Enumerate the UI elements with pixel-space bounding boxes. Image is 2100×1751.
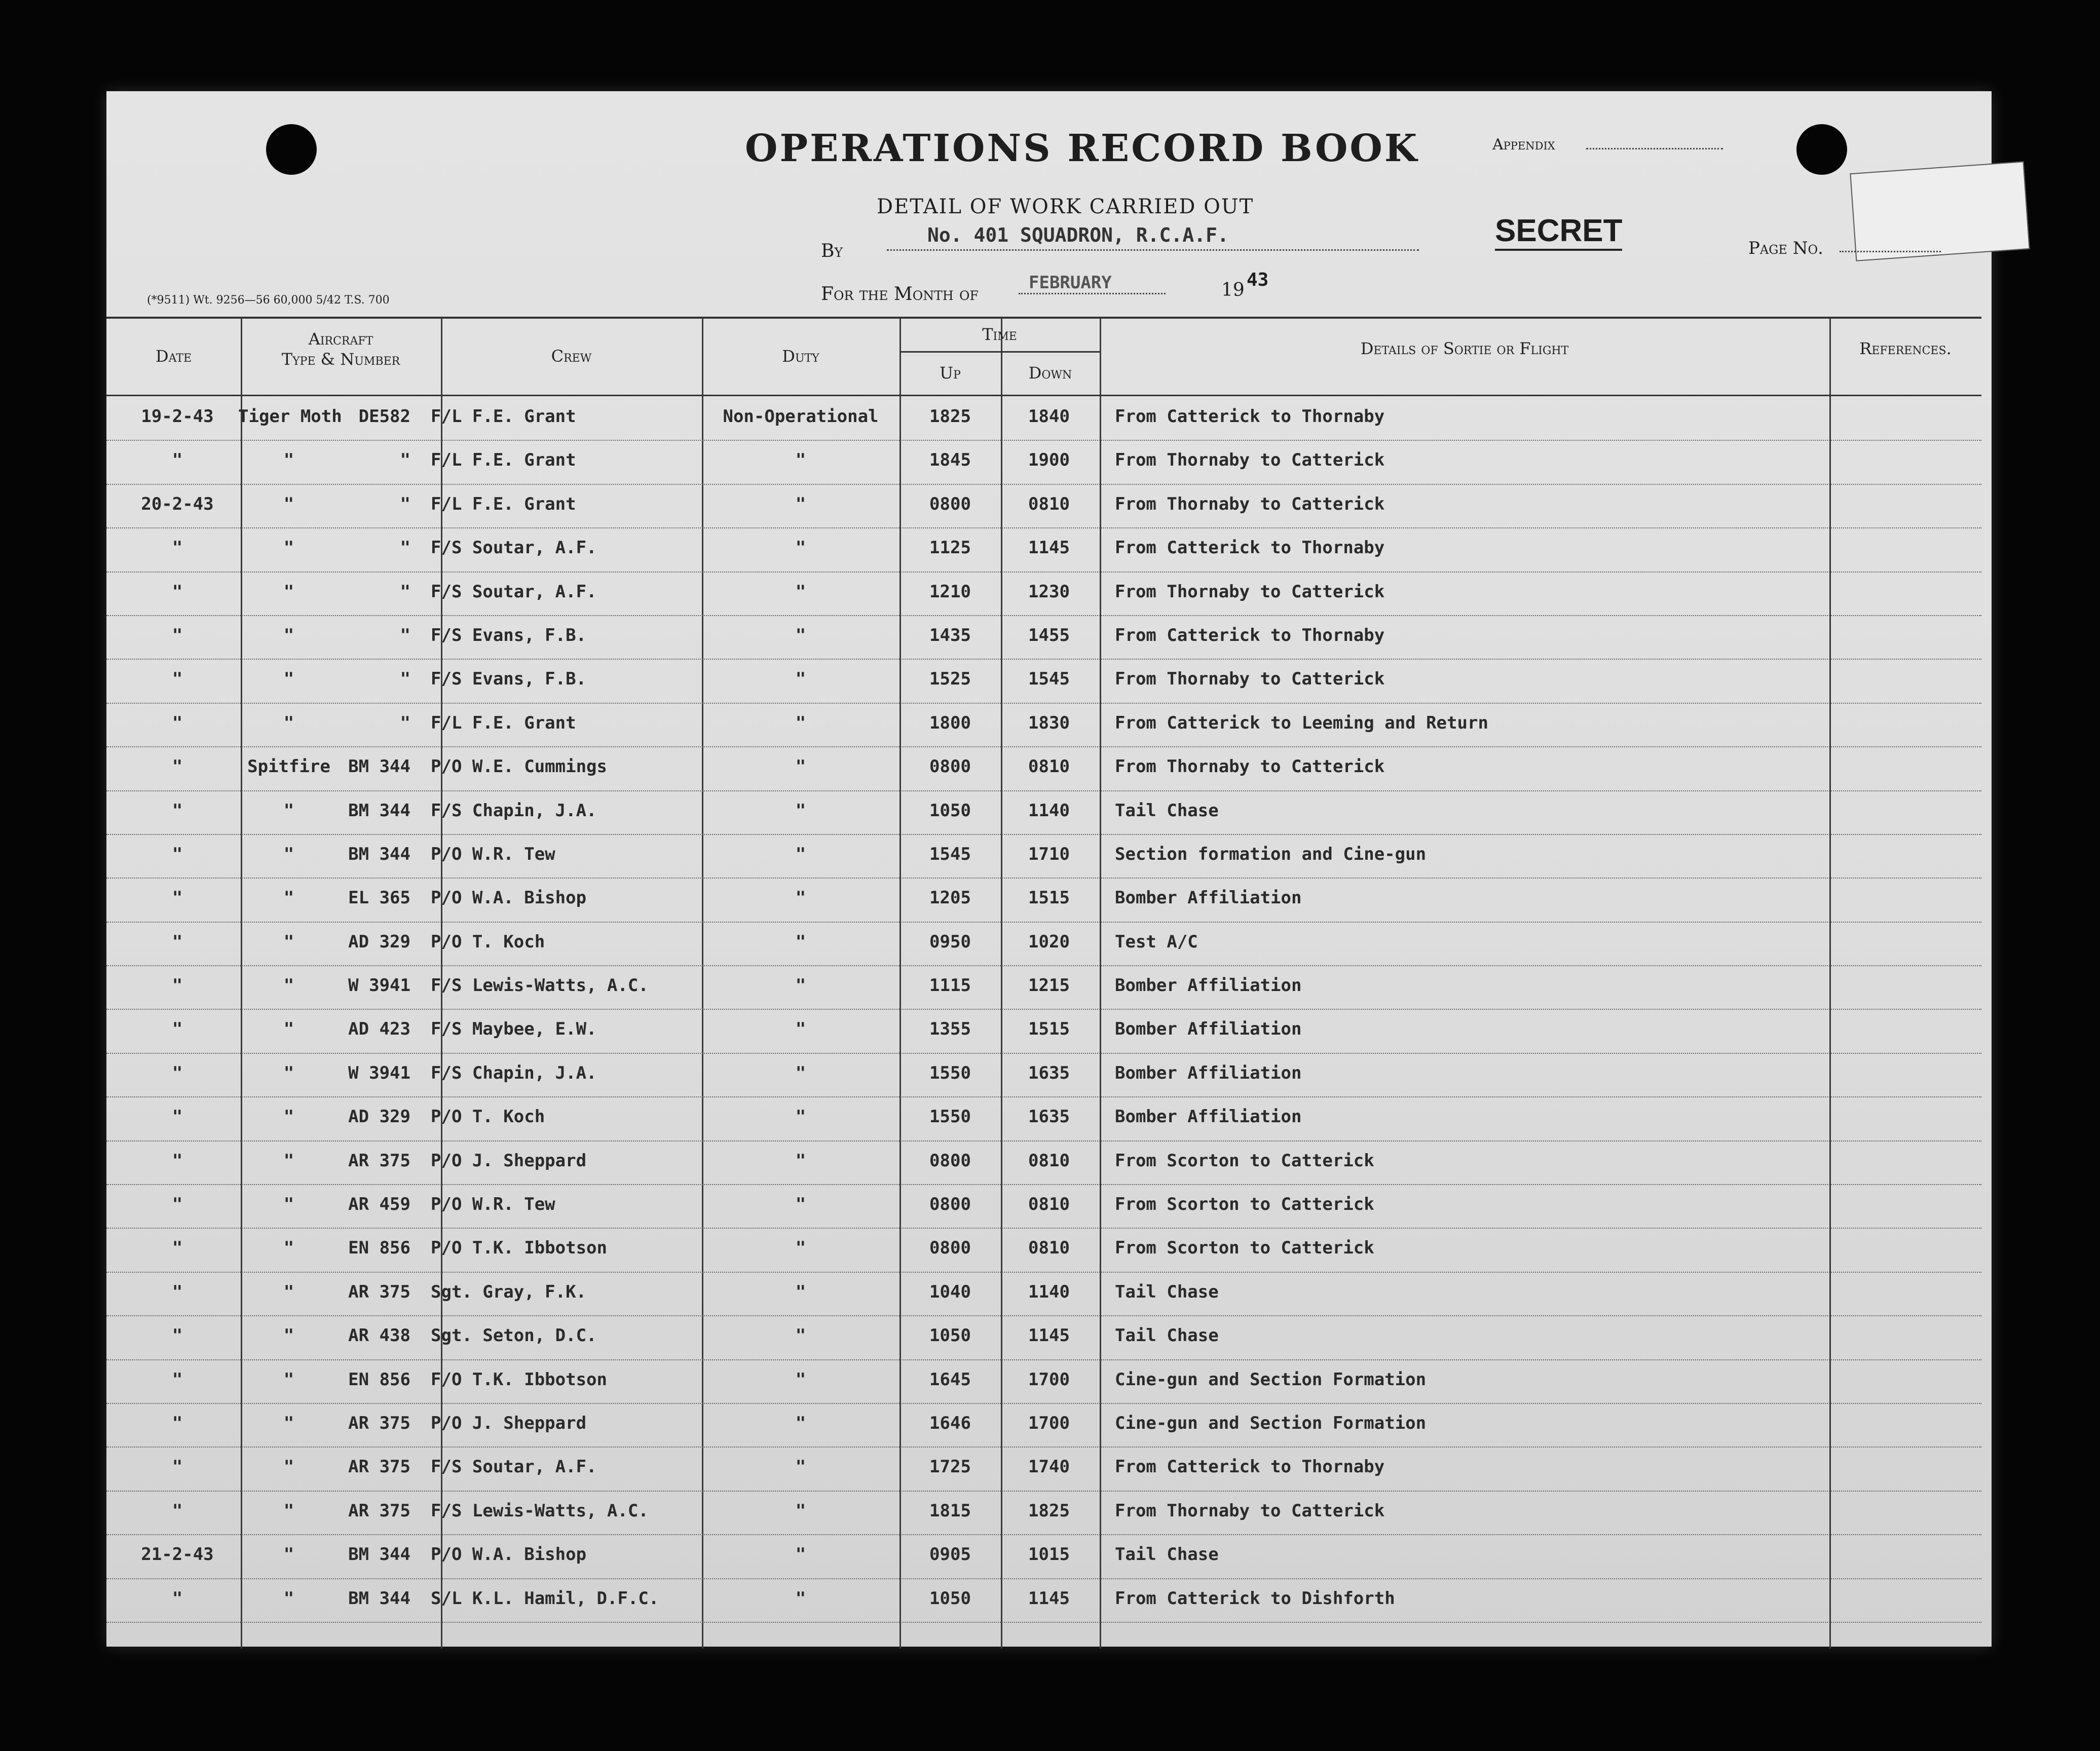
time-down: 1830 xyxy=(1028,712,1070,733)
duty: " xyxy=(795,538,806,558)
crew-name: P/O W.R. Tew xyxy=(431,844,555,864)
duty: " xyxy=(795,931,806,952)
sortie-detail: From Thornaby to Catterick xyxy=(1115,756,1385,777)
time-up: 1115 xyxy=(929,975,971,996)
aircraft-number: AR 438 xyxy=(348,1325,410,1346)
time-down: 0810 xyxy=(1028,493,1070,514)
entry-date: " xyxy=(172,1325,183,1346)
time-up: 1550 xyxy=(929,1107,971,1127)
entry-date: " xyxy=(172,1150,183,1171)
sortie-detail: From Thornaby to Catterick xyxy=(1115,581,1385,602)
duty: " xyxy=(795,1544,806,1565)
time-up: 1646 xyxy=(929,1413,971,1433)
time-down: 1545 xyxy=(1028,669,1070,690)
aircraft-type: " xyxy=(283,1413,294,1433)
time-down: 1140 xyxy=(1028,800,1070,821)
crew-name: Sgt. Seton, D.C. xyxy=(431,1325,597,1346)
duty: " xyxy=(795,450,806,471)
time-down: 0810 xyxy=(1028,1238,1070,1259)
entry-date: " xyxy=(172,712,183,733)
time-up: 1825 xyxy=(929,406,971,427)
aircraft-number: DE582 xyxy=(358,406,410,427)
aircraft-type: " xyxy=(283,1238,294,1259)
crew-name: S/L K.L. Hamil, D.F.C. xyxy=(431,1588,659,1609)
sortie-detail: Section formation and Cine-gun xyxy=(1115,844,1427,864)
table-row xyxy=(106,1185,1981,1229)
col-details: Details of Sortie or Flight xyxy=(1360,339,1569,358)
table-row xyxy=(106,1054,1981,1097)
aircraft-type: " xyxy=(283,1544,294,1565)
crew-name: F/L F.E. Grant xyxy=(431,450,576,471)
aircraft-number: EN 856 xyxy=(348,1369,410,1390)
duty: " xyxy=(795,1500,806,1521)
time-down: 1515 xyxy=(1028,1019,1070,1040)
time-up: 1205 xyxy=(929,888,971,908)
crew-name: F/S Soutar, A.F. xyxy=(431,1457,597,1477)
aircraft-number: " xyxy=(400,669,410,690)
aircraft-number: BM 344 xyxy=(348,1588,410,1609)
aircraft-type: " xyxy=(283,975,294,996)
aircraft-type: " xyxy=(283,538,294,558)
duty: " xyxy=(795,1369,806,1390)
aircraft-type: " xyxy=(283,800,294,821)
duty: " xyxy=(795,1457,806,1477)
sortie-detail: From Thornaby to Catterick xyxy=(1115,1500,1385,1521)
year-suffix: 43 xyxy=(1247,270,1269,290)
table-row xyxy=(106,1448,1981,1491)
time-down: 1900 xyxy=(1028,450,1070,471)
aircraft-type: " xyxy=(283,1281,294,1302)
entry-date: " xyxy=(172,625,183,645)
table-row xyxy=(106,1273,1981,1316)
duty: " xyxy=(795,712,806,733)
sortie-detail: From Thornaby to Catterick xyxy=(1115,493,1385,514)
time-down: 0810 xyxy=(1028,1194,1070,1215)
sortie-detail: Bomber Affiliation xyxy=(1115,1107,1302,1127)
crew-name: P/O W.R. Tew xyxy=(431,1194,555,1215)
time-up: 1355 xyxy=(929,1019,971,1040)
time-down: 1700 xyxy=(1028,1369,1070,1390)
aircraft-type: " xyxy=(283,669,294,690)
crew-name: F/L F.E. Grant xyxy=(431,406,576,427)
crew-name: F/O T.K. Ibbotson xyxy=(431,1369,607,1390)
entry-date: " xyxy=(172,800,183,821)
crew-name: F/S Evans, F.B. xyxy=(431,625,587,645)
sortie-detail: From Catterick to Dishforth xyxy=(1115,1588,1395,1609)
by-label: By xyxy=(821,241,843,261)
table-row xyxy=(106,747,1981,791)
sortie-detail: Bomber Affiliation xyxy=(1115,888,1302,908)
duty: " xyxy=(795,493,806,514)
entry-date: " xyxy=(172,931,183,952)
sortie-detail: From Catterick to Thornaby xyxy=(1115,625,1385,645)
crew-name: F/L F.E. Grant xyxy=(431,493,576,514)
time-down: 1455 xyxy=(1028,625,1070,645)
time-down: 1015 xyxy=(1028,1544,1070,1565)
table-row xyxy=(106,835,1981,879)
time-up: 1050 xyxy=(929,1588,971,1609)
aircraft-number: AR 459 xyxy=(348,1194,410,1215)
page-number-field xyxy=(1840,251,1941,252)
aircraft-type: " xyxy=(283,1107,294,1127)
table-row xyxy=(106,1404,1981,1448)
time-up: 1545 xyxy=(929,844,971,864)
aircraft-number: AR 375 xyxy=(348,1500,410,1521)
duty: " xyxy=(795,756,806,777)
duty: " xyxy=(795,975,806,996)
table-row xyxy=(106,1492,1981,1535)
time-up: 1800 xyxy=(929,712,971,733)
crew-name: F/S Soutar, A.F. xyxy=(431,538,597,558)
crew-name: P/O T. Koch xyxy=(431,1107,545,1127)
time-down: 1140 xyxy=(1028,1281,1070,1302)
time-up: 1815 xyxy=(929,1500,971,1521)
aircraft-number: W 3941 xyxy=(348,975,410,996)
time-down: 1215 xyxy=(1028,975,1070,996)
record-rows xyxy=(106,397,1981,1623)
aircraft-number: " xyxy=(400,493,410,514)
sortie-detail: From Scorton to Catterick xyxy=(1115,1238,1374,1259)
entry-date: " xyxy=(172,1019,183,1040)
sortie-detail: From Scorton to Catterick xyxy=(1115,1150,1374,1171)
time-up: 0800 xyxy=(929,756,971,777)
duty: " xyxy=(795,1062,806,1083)
aircraft-type: " xyxy=(283,888,294,908)
time-down: 1700 xyxy=(1028,1413,1070,1433)
time-down: 1635 xyxy=(1028,1107,1070,1127)
time-up: 1645 xyxy=(929,1369,971,1390)
month-value: FEBRUARY xyxy=(1019,273,1166,294)
aircraft-type: " xyxy=(283,581,294,602)
duty: " xyxy=(795,1107,806,1127)
entry-date: " xyxy=(172,538,183,558)
aircraft-number: AR 375 xyxy=(348,1281,410,1302)
entry-date: " xyxy=(172,756,183,777)
entry-date: " xyxy=(172,844,183,864)
entry-date: " xyxy=(172,888,183,908)
aircraft-type: " xyxy=(283,450,294,471)
duty: " xyxy=(795,1281,806,1302)
entry-date: 20-2-43 xyxy=(141,493,214,514)
entry-date: " xyxy=(172,669,183,690)
table-row xyxy=(106,966,1981,1010)
col-aircraft: Aircraft Type & Number xyxy=(281,329,400,369)
aircraft-number: AD 329 xyxy=(348,1107,410,1127)
entry-date: " xyxy=(172,450,183,471)
crew-name: F/S Evans, F.B. xyxy=(431,669,587,690)
crew-name: P/O W.A. Bishop xyxy=(431,888,587,908)
entry-date: " xyxy=(172,581,183,602)
entry-date: " xyxy=(172,1281,183,1302)
col-up: Up xyxy=(940,363,961,383)
page-title: OPERATIONS RECORD BOOK xyxy=(745,127,1419,170)
sortie-detail: From Thornaby to Catterick xyxy=(1115,669,1385,690)
time-up: 1845 xyxy=(929,450,971,471)
aircraft-type: " xyxy=(283,1500,294,1521)
entry-date: " xyxy=(172,1500,183,1521)
sortie-detail: From Catterick to Thornaby xyxy=(1115,406,1385,427)
time-up: 1050 xyxy=(929,1325,971,1346)
table-row xyxy=(106,923,1981,966)
table-row xyxy=(106,1316,1981,1360)
time-up: 1725 xyxy=(929,1457,971,1477)
aircraft-number: " xyxy=(400,450,410,471)
time-down: 1825 xyxy=(1028,1500,1070,1521)
time-up: 1125 xyxy=(929,538,971,558)
duty: " xyxy=(795,1019,806,1040)
sortie-detail: Cine-gun and Section Formation xyxy=(1115,1369,1427,1390)
time-up: 1525 xyxy=(929,669,971,690)
page-number-label: Page No. xyxy=(1748,238,1823,258)
entry-date: 21-2-43 xyxy=(141,1544,214,1565)
record-sheet xyxy=(106,91,1992,1647)
unit-name: No. 401 SQUADRON, R.C.A.F. xyxy=(887,224,1419,251)
crew-name: F/S Chapin, J.A. xyxy=(431,1062,597,1083)
sortie-detail: Tail Chase xyxy=(1115,1281,1219,1302)
duty: " xyxy=(795,1588,806,1609)
entry-date: " xyxy=(172,1107,183,1127)
aircraft-type: " xyxy=(283,1457,294,1477)
aircraft-number: AD 329 xyxy=(348,931,410,952)
crew-name: F/S Chapin, J.A. xyxy=(431,800,597,821)
time-up: 1050 xyxy=(929,800,971,821)
crew-name: P/O W.A. Bishop xyxy=(431,1544,587,1565)
time-down: 1710 xyxy=(1028,844,1070,864)
sortie-detail: From Catterick to Leeming and Return xyxy=(1115,712,1488,733)
time-down: 1515 xyxy=(1028,888,1070,908)
duty: " xyxy=(795,888,806,908)
sortie-detail: Test A/C xyxy=(1115,931,1198,952)
table-row xyxy=(106,1141,1981,1185)
aircraft-type: " xyxy=(283,1194,294,1215)
table-row xyxy=(106,1360,1981,1404)
aircraft-number: " xyxy=(400,581,410,602)
sortie-detail: From Scorton to Catterick xyxy=(1115,1194,1374,1215)
time-down: 1145 xyxy=(1028,1588,1070,1609)
table-row xyxy=(106,660,1981,703)
aircraft-number: W 3941 xyxy=(348,1062,410,1083)
duty: Non-Operational xyxy=(723,406,879,427)
crew-name: F/S Lewis-Watts, A.C. xyxy=(431,1500,649,1521)
punch-hole xyxy=(266,124,317,175)
sortie-detail: Tail Chase xyxy=(1115,800,1219,821)
crew-name: F/S Lewis-Watts, A.C. xyxy=(431,975,649,996)
entry-date: " xyxy=(172,1369,183,1390)
duty: " xyxy=(795,1413,806,1433)
entry-date: " xyxy=(172,1238,183,1259)
crew-name: Sgt. Gray, F.K. xyxy=(431,1281,587,1302)
time-down: 1740 xyxy=(1028,1457,1070,1477)
time-down: 0810 xyxy=(1028,1150,1070,1171)
time-down: 1145 xyxy=(1028,538,1070,558)
duty: " xyxy=(795,1194,806,1215)
duty: " xyxy=(795,581,806,602)
time-up: 1210 xyxy=(929,581,971,602)
aircraft-type: " xyxy=(283,1150,294,1171)
time-down: 1230 xyxy=(1028,581,1070,602)
aircraft-number: BM 344 xyxy=(348,1544,410,1565)
sortie-detail: Bomber Affiliation xyxy=(1115,1019,1302,1040)
crew-name: F/S Soutar, A.F. xyxy=(431,581,597,602)
col-crew: Crew xyxy=(551,347,592,366)
appendix-label: Appendix xyxy=(1492,136,1555,154)
crew-name: P/O J. Sheppard xyxy=(431,1413,587,1433)
aircraft-type: " xyxy=(283,1369,294,1390)
aircraft-number: BM 344 xyxy=(348,844,410,864)
time-up: 0800 xyxy=(929,1238,971,1259)
sortie-detail: From Catterick to Thornaby xyxy=(1115,1457,1385,1477)
time-down: 0810 xyxy=(1028,756,1070,777)
entry-date: " xyxy=(172,1588,183,1609)
duty: " xyxy=(795,844,806,864)
time-down: 1840 xyxy=(1028,406,1070,427)
crew-name: P/O W.E. Cummings xyxy=(431,756,607,777)
col-date: Date xyxy=(155,347,192,366)
col-references: References. xyxy=(1859,339,1952,358)
time-down: 1145 xyxy=(1028,1325,1070,1346)
aircraft-number: AR 375 xyxy=(348,1150,410,1171)
sortie-detail: Tail Chase xyxy=(1115,1544,1219,1565)
duty: " xyxy=(795,1150,806,1171)
table-row xyxy=(106,616,1981,660)
aircraft-number: " xyxy=(400,712,410,733)
record-table xyxy=(106,317,1981,1649)
col-duty: Duty xyxy=(782,347,819,366)
duty: " xyxy=(795,1325,806,1346)
aircraft-type: " xyxy=(283,1325,294,1346)
entry-date: 19-2-43 xyxy=(141,406,214,427)
table-row xyxy=(106,1097,1981,1141)
aircraft-number: BM 344 xyxy=(348,756,410,777)
table-row xyxy=(106,1010,1981,1053)
table-row xyxy=(106,441,1981,484)
secret-stamp: SECRET xyxy=(1495,213,1622,251)
page-subtitle: DETAIL OF WORK CARRIED OUT xyxy=(877,195,1254,218)
time-up: 0800 xyxy=(929,493,971,514)
aircraft-type: " xyxy=(283,1019,294,1040)
col-time: Time xyxy=(982,325,1017,344)
aircraft-number: AR 375 xyxy=(348,1457,410,1477)
sortie-detail: Bomber Affiliation xyxy=(1115,1062,1302,1083)
crew-name: P/O T. Koch xyxy=(431,931,545,952)
time-up: 0800 xyxy=(929,1194,971,1215)
table-row xyxy=(106,879,1981,922)
duty: " xyxy=(795,625,806,645)
crew-name: F/L F.E. Grant xyxy=(431,712,576,733)
time-up: 1550 xyxy=(929,1062,971,1083)
table-row xyxy=(106,397,1981,441)
aircraft-type: Spitfire xyxy=(247,756,330,777)
sortie-detail: Tail Chase xyxy=(1115,1325,1219,1346)
sortie-detail: Cine-gun and Section Formation xyxy=(1115,1413,1427,1433)
form-number: (*9511) Wt. 9256—56 60,000 5/42 T.S. 700 xyxy=(147,294,390,307)
crew-name: F/S Maybee, E.W. xyxy=(431,1019,597,1040)
aircraft-type: " xyxy=(283,844,294,864)
time-up: 0950 xyxy=(929,931,971,952)
table-row xyxy=(106,573,1981,616)
appendix-field xyxy=(1586,148,1723,149)
aircraft-type: " xyxy=(283,712,294,733)
aircraft-number: EN 856 xyxy=(348,1238,410,1259)
time-up: 1435 xyxy=(929,625,971,645)
table-row xyxy=(106,1579,1981,1623)
entry-date: " xyxy=(172,1194,183,1215)
table-row xyxy=(106,485,1981,528)
duty: " xyxy=(795,800,806,821)
time-up: 1040 xyxy=(929,1281,971,1302)
paper-tab xyxy=(1850,161,2030,261)
col-down: Down xyxy=(1028,363,1072,383)
punch-hole xyxy=(1796,124,1847,175)
time-down: 1020 xyxy=(1028,931,1070,952)
table-row xyxy=(106,528,1981,572)
table-row xyxy=(106,1229,1981,1272)
aircraft-number: AR 375 xyxy=(348,1413,410,1433)
aircraft-type: Tiger Moth xyxy=(238,406,342,427)
year-prefix: 19 xyxy=(1221,280,1245,300)
aircraft-type: " xyxy=(283,1062,294,1083)
entry-date: " xyxy=(172,1062,183,1083)
duty: " xyxy=(795,1238,806,1259)
aircraft-type: " xyxy=(283,493,294,514)
time-up: 0800 xyxy=(929,1150,971,1171)
entry-date: " xyxy=(172,1413,183,1433)
table-row xyxy=(106,704,1981,747)
aircraft-number: " xyxy=(400,625,410,645)
aircraft-type: " xyxy=(283,625,294,645)
sortie-detail: From Thornaby to Catterick xyxy=(1115,450,1385,471)
entry-date: " xyxy=(172,975,183,996)
aircraft-type: " xyxy=(283,931,294,952)
aircraft-number: " xyxy=(400,538,410,558)
sortie-detail: From Catterick to Thornaby xyxy=(1115,538,1385,558)
duty: " xyxy=(795,669,806,690)
crew-name: P/O T.K. Ibbotson xyxy=(431,1238,607,1259)
crew-name: P/O J. Sheppard xyxy=(431,1150,587,1171)
table-row xyxy=(106,791,1981,835)
time-down: 1635 xyxy=(1028,1062,1070,1083)
entry-date: " xyxy=(172,1457,183,1477)
month-label: For the Month of xyxy=(821,284,979,304)
aircraft-number: AD 423 xyxy=(348,1019,410,1040)
aircraft-type: " xyxy=(283,1588,294,1609)
table-row xyxy=(106,1535,1981,1579)
aircraft-number: BM 344 xyxy=(348,800,410,821)
sortie-detail: Bomber Affiliation xyxy=(1115,975,1302,996)
aircraft-number: EL 365 xyxy=(348,888,410,908)
time-up: 0905 xyxy=(929,1544,971,1565)
